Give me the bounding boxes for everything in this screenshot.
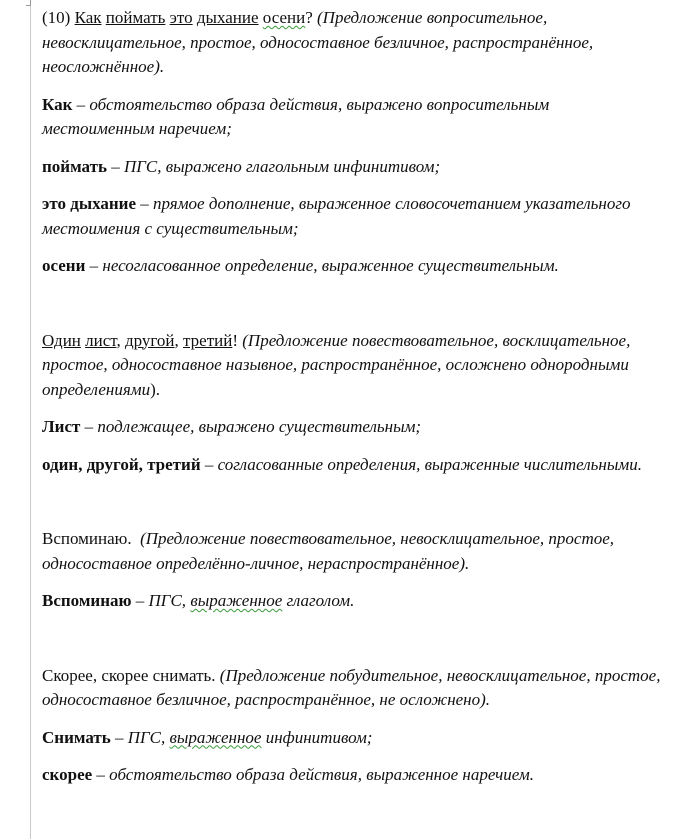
sentence-vspominayu-header: Вспоминаю. (Предложение повествовательное, невосклицательное, простое, односоставное определённо-личное, нераспространённое).: [42, 529, 615, 573]
sentence-10-header: (10) Как поймать это дыхание осени? (Предложение вопросительное, невосклицательное, простое, односоставное безличное, распространённое, неосложнённое).: [42, 8, 594, 76]
analysis-list: Лист – подлежащее, выражено существительным;: [42, 417, 422, 436]
analysis-skoree: скорее – обстоятельство образа действия, выраженное наречием.: [42, 765, 534, 784]
analysis-poymat: поймать – ПГС, выражено глагольным инфинитивом;: [42, 156, 441, 176]
document-body: [42, 6, 662, 801]
page-left-edge: [30, 0, 31, 839]
sentence-odin-list-header: Один лист, другой, третий! (Предложение повествовательное, восклицательное, простое, односоставное назывное, распространённое, осложнено однородными определениями).: [42, 330, 631, 399]
analysis-eto-dykhanie: это дыхание – прямое дополнение, выраженное словосочетанием указательного местоимения с существительным;: [42, 194, 631, 238]
sentence-skoree-header: Скорее, скорее снимать. (Предложение побудительное, невосклицательное, простое, односоставное безличное, распространённое, не осложнено).: [42, 665, 661, 709]
analysis-kak: Как – обстоятельство образа действия, выражено вопросительным местоименным наречием;: [42, 94, 550, 138]
analysis-vspominayu: Вспоминаю – ПГС, выраженное глаголом.: [42, 591, 355, 610]
page-corner-mark: [26, 0, 31, 6]
analysis-snimat: Снимать – ПГС, выраженное инфинитивом;: [42, 727, 373, 747]
analysis-oseni: осени – несогласованное определение, выраженное существительным.: [42, 256, 559, 275]
analysis-odin-drugoy-tretiy: один, другой, третий – согласованные определения, выраженные числительными.: [42, 454, 642, 474]
